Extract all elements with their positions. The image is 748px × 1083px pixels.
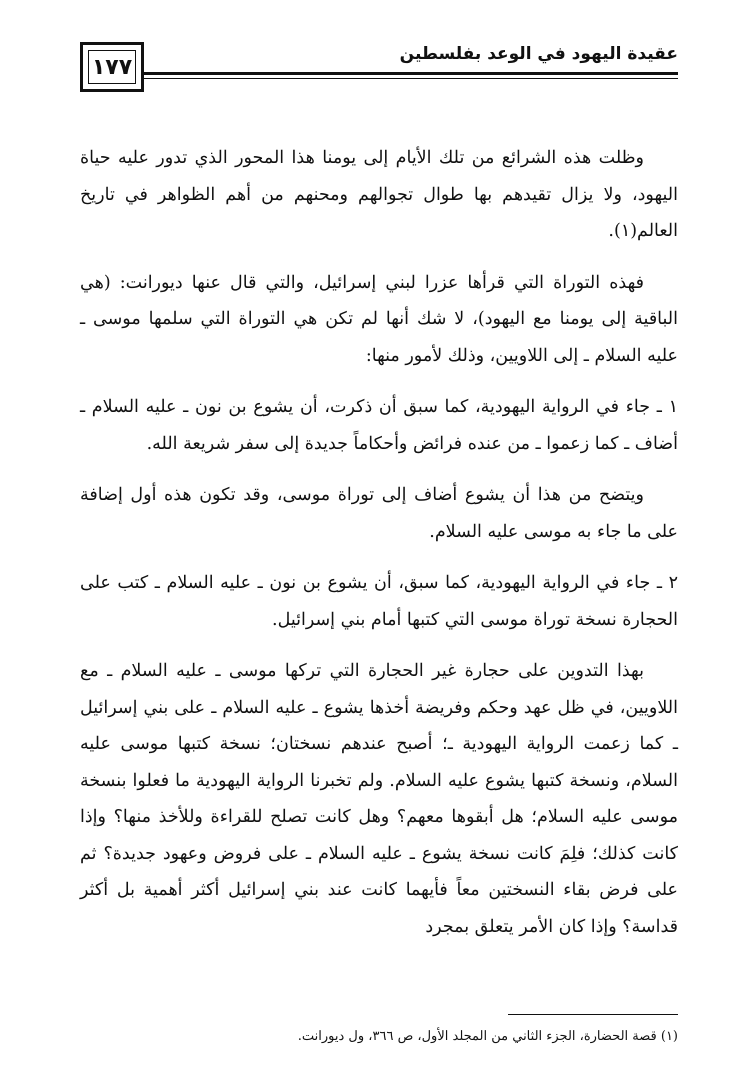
- numbered-point: ١ ـ جاء في الرواية اليهودية، كما سبق أن ذكرت، أن يشوع بن نون ـ عليه السلام ـ أضاف ـ كما زعموا ـ من عنده فرائض وأحكاماً جديدة إلى سفر شريعة الله.: [80, 397, 678, 454]
- numbered-point: ٢ ـ جاء في الرواية اليهودية، كما سبق، أن يشوع بن نون ـ عليه السلام ـ كتب على الحجارة نسخة توراة موسى التي كتبها أمام بني إسرائيل.: [80, 573, 678, 630]
- paragraph: فهذه التوراة التي قرأها عزرا لبني إسرائيل، والتي قال عنها ديورانت: (هي الباقية إلى يومنا مع اليهود)، لا شك أنها لم تكن هي التوراة التي سلمها موسى ـ عليه السلام ـ إلى اللاويين، وذلك لأمور منها:: [80, 272, 678, 366]
- paragraph: بهذا التدوين على حجارة غير الحجارة التي تركها موسى ـ عليه السلام ـ مع اللاويين، في ظل عهد وحكم وفريضة أخذها يشوع ـ عليه السلام ـ على بني إسرائيل ـ كما زعمت الرواية اليهودية ـ؛ أصبح عندهم نسختان؛ نسخة كتبها موسى عليه السلام، ونسخة كتبها يشوع عليه السلام. ولم تخبرنا الرواية اليهودية ما فعلوا بنسخة موسى عليه السلام؛ هل أبقوها معهم؟ وهل كانت تصلح للقراءة وللأخذ منها؟ وإذا كانت كذلك؛ فلِمَ كانت نسخة يشوع ـ عليه السلام ـ على فروض وعهود جديدة؟ ثم على فرض بقاء النسختين معاً فأيهما كانت عند بني إسرائيل أكثر أهمية بل أكثر قداسة؟ وإذا كان الأمر يتعلق بمجرد: [80, 661, 678, 937]
- paragraph: وظلت هذه الشرائع من تلك الأيام إلى يومنا هذا المحور الذي تدور عليه حياة اليهود، ولا يزال تقيدهم بها طوال تجوالهم ومحنهم من أهم الظواهر في تاريخ العالم(١).: [80, 148, 678, 241]
- header-rule-thin: [144, 78, 678, 79]
- page-header: [80, 42, 678, 98]
- footnote-separator: [508, 1014, 678, 1015]
- header-rule-thick: [144, 72, 678, 75]
- page-number: ١٧٧: [91, 54, 133, 80]
- page-number-box: [80, 42, 144, 92]
- page-body: [80, 140, 678, 960]
- paragraph: ويتضح من هذا أن يشوع أضاف إلى توراة موسى، وقد تكون هذه أول إضافة على ما جاء به موسى عليه السلام.: [80, 485, 678, 542]
- footnote: (١) قصة الحضارة، الجزء الثاني من المجلد الأول، ص ٣٦٦، ول ديورانت.: [297, 1029, 678, 1044]
- running-title: عقيدة اليهود في الوعد بفلسطين: [390, 44, 678, 64]
